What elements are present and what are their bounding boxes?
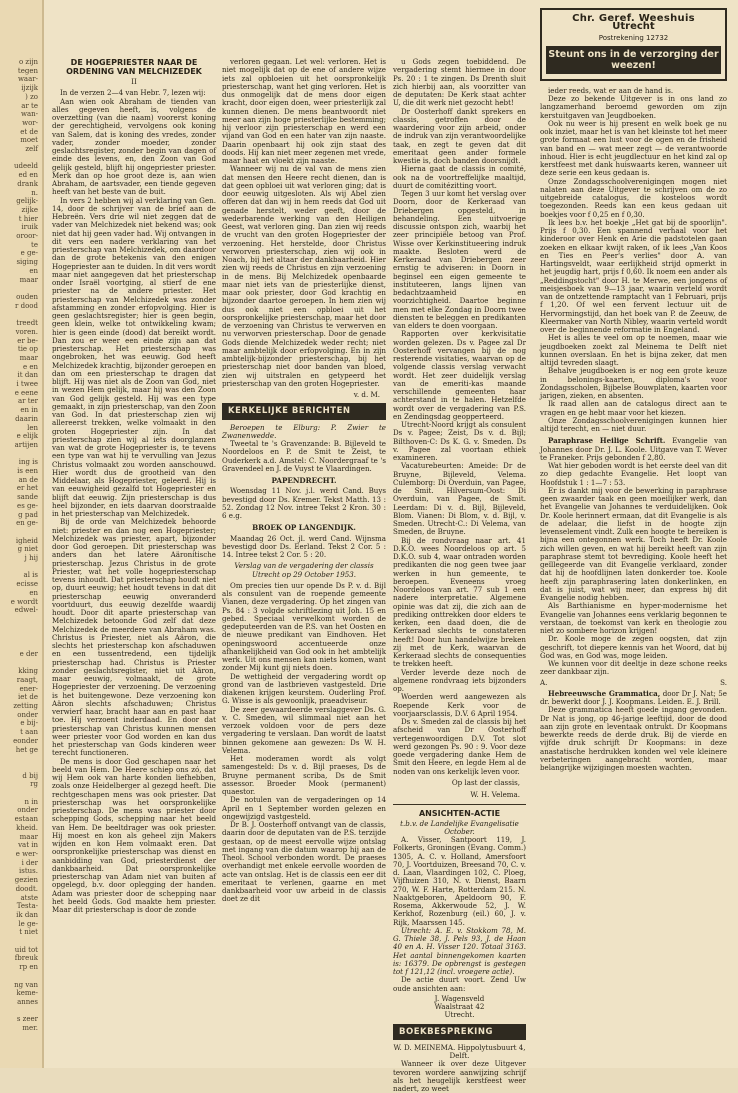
gutter-text-fragment: es ge- xyxy=(17,501,38,510)
gutter-text-fragment xyxy=(0,972,42,981)
article-paragraph: Aan wien ook Abraham de tienden van alles gegeven heeft, is, volgens de overzetting (van die naam) voorerst koning der gerechtigheid, vervolgens ook koning van Salem, dat is koning des vredes, zonder vader, zonder moeder, zonder geslachtsregister, zonder begin van dagen of einde des levens, en, den Zoon van God gelijk gesteld, blijft hij ongepriester priester. Merk dan op hoe groot deze is, aan wien Abraham, de aartsvader, een tiende gegeven heeft van het beste van de buit. xyxy=(52,96,216,197)
book-paragraph: Wanneer ik over deze Uitgever tevoren wordere aanwijzing schrijf als het heugelijk kerstfeest weer nadert, zo weet xyxy=(393,1059,526,1093)
report-paragraph: De zeer gewaardeerde verslaggever Ds. G. v. C. Smeden, wil slimmaal niet aan het verzoek voldoen voor de pers deze vergadering te verslaan. Dan wordt de laatst binnen gekomene aan gewezen: Ds W. H. Velema. xyxy=(222,704,386,755)
section-header-boekbespreking: BOEKBESPREKING xyxy=(393,1024,526,1040)
subhead-papendrecht: PAPENDRECHT. xyxy=(271,476,337,485)
gutter-text-fragment: zelf xyxy=(25,145,38,154)
actie-paragraph: De actie duurt voort. Zend Uw oude ansichten aan: xyxy=(393,975,526,993)
gutter-text-fragment: ouden xyxy=(16,292,38,301)
report-paragraph: Bij de rondvraag naar art. 41 D.K.O. wees Noordeloos op art. 5 D.K.O. sub 4, waar ontraden worden predikanten die nog geen twee jaar werken in hun gemeente, te beroepen. Eveneens vroeg Noordeloos van art. 77 sub 1 een nadere interpretatie. Algemene opinie was dat zij, die zich aan de prediking onttrekken door elders te kerken, een daad doen, die de Kerkeraad slechts te constateren heeft! Door hun handelwijze breken zij met de Kerk, waarvan de Kerkeraad slechts de consequenties te trekken heeft. xyxy=(393,535,526,669)
gutter-text-fragment: istus. xyxy=(19,867,38,876)
book-publisher: W. D. MEINEMA. Hippolytusbuurt 4, Delft. xyxy=(393,1042,526,1060)
article-title: DE HOGEPRIESTER NAAR DE ORDENING VAN MELCHIZEDEK xyxy=(66,58,202,76)
gutter-text-fragment xyxy=(0,615,42,624)
gutter-text-fragment: g niet xyxy=(17,545,38,554)
gutter-text-fragment: estaan xyxy=(14,815,38,824)
report-paragraph: Vacaturebeurten: Ameide: Dr de Bruyne, Bijleveld, Velema. Culemborg: Di Overduin, van Pagee, de Smit. Hilversum-Oost: Di Overduin, van Pagee, de Smit. Leerdam: Di v. d. Bijl, Bijleveld, Blom. Vianen: Di Blom, v. d. Bijl, v. Smeden. Utrecht-C.: Di Velema, van Smeden, de Bruyne. xyxy=(393,461,526,537)
gutter-text-fragment: ar te xyxy=(21,101,38,110)
actie-subtitle: t.b.v. de Landelijke Evangelisatie October. xyxy=(400,818,519,836)
gutter-text-fragment: daarin xyxy=(15,414,38,423)
book-paragraph: Onze Zondagsschoolverenigingen mogen niet nalaten aan deze Uitgever te schrijven om de zo uitgebreide catalogus, die kosteloos wordt toegezonden. Reeds kan een keus gedaan uit boekjes voor f 0,25 en f 0,30. xyxy=(540,176,727,219)
gutter-text-fragment: kheid. xyxy=(16,823,38,832)
gutter-text-fragment: wor- xyxy=(22,118,38,127)
gutter-text-fragment: t hier xyxy=(18,214,38,223)
gutter-text-fragment xyxy=(0,310,42,319)
gutter-text-fragment: siging xyxy=(16,258,38,267)
column-2 xyxy=(222,58,386,1058)
gutter-text-fragment: eonder xyxy=(13,736,38,745)
gutter-text-fragment: Testa- xyxy=(16,902,38,911)
left-page-edge xyxy=(0,0,44,1068)
news-item: Maandag 26 Oct. jl. werd Cand. Wijnsma bevestigd door Ds. Eerland. Tekst 2 Cor. 5 : 14. Intree tekst 2 Cor. 5 : 20. xyxy=(222,533,386,559)
gutter-text-fragment: gezien xyxy=(14,876,38,885)
column-3 xyxy=(393,57,526,1093)
gutter-text-fragment: et de xyxy=(20,127,38,136)
report-paragraph: Rapporten over kerkvisitatie worden gelezen. Ds v. Pagee zal Dr Oosterhoff vervangen bij de nog resterende visitaties, waarvan op de volgende classis verslag verwacht wordt. Het zeer duidelijk verslag van de emeriti-kas maande verschillende gemeenten haar achterstand in te halen. Hetzelfde wordt over de vergadering van P.S. en Zendingsdag geopperteerd. xyxy=(393,329,526,421)
gutter-text-fragment: ijzijk xyxy=(21,84,38,93)
gutter-text-fragment: en xyxy=(29,266,38,275)
gutter-text-fragment: drank xyxy=(17,179,38,188)
gutter-text-fragment: o zijn xyxy=(18,58,38,66)
gutter-text-fragment: sande xyxy=(17,493,38,502)
gutter-text-fragment: raagt, xyxy=(16,675,38,684)
gutter-text-fragment: d bij xyxy=(22,771,38,780)
gutter-text-fragment: en in xyxy=(20,406,38,415)
advertisement-weeshuis xyxy=(540,8,727,81)
report-paragraph: Het moderamen wordt als volgt samengesteld: Ds v. d. Bijl praeses, Ds de Bruyne permanent scriba, Ds de Smit assessor. Broeder Mook (permanent) quaestor. xyxy=(222,754,386,796)
book-info: Evangelie van Johannes door Dr. J. L. Koole. Uitgave van T. Wever te Franeker. Prijs gebonden f 2,80. xyxy=(540,436,727,462)
gutter-text-fragment: e wer- xyxy=(15,849,38,858)
book-info: door Dr J. Nat; 5e dr. bewerkt door J. J. Koopmans. Leiden. E. J. Brill. xyxy=(540,688,727,706)
gutter-text-fragment: maar xyxy=(19,832,38,841)
report-paragraph: Utrecht-Noord krijgt als consulent Ds v. Pagee; Zeist, Ds v. d. Bijl; Bilthoven-C: Ds K. G. v. Smeden. Ds v. Pagee zal voortaan ethiek examineren. xyxy=(393,420,526,462)
report-signature-place: Op last der classis, xyxy=(451,777,520,787)
gutter-text-fragment: vat in xyxy=(18,841,38,850)
gutter-text-fragment xyxy=(0,641,42,650)
address-name: J. Wagensveld xyxy=(434,993,485,1003)
gutter-text-fragment xyxy=(0,632,42,641)
gutter-text-fragment xyxy=(0,937,42,946)
gutter-text-fragment: s zeer xyxy=(16,1015,38,1024)
gutter-text-fragment xyxy=(0,789,42,798)
address-street: Waalstraat 42 xyxy=(434,1002,485,1011)
gutter-text-fragment: moet xyxy=(20,136,38,145)
gutter-text-fragment: t niet xyxy=(19,928,38,937)
gutter-text-fragment: zijke xyxy=(21,205,38,214)
gutter-text-fragment xyxy=(0,528,42,537)
review-signature xyxy=(540,679,727,687)
book-title-grammatica: Hebreeuwsche Grammatica, xyxy=(548,688,661,698)
subhead-verslag: Verslag van de vergadering der classis Utrecht op 29 October 1953. xyxy=(234,561,374,579)
signature-s: S. xyxy=(720,677,727,687)
gutter-text-fragment: edwel- xyxy=(14,606,38,615)
column-4-body xyxy=(536,87,731,773)
gutter-text-fragment: ecisse xyxy=(16,580,38,589)
report-paragraph: Hierna gaat de classis in comité, ook na de voortreffelijke maaltijd, duurt de comitézitting voort. xyxy=(393,164,526,190)
gutter-text-fragment: te xyxy=(31,240,38,249)
gutter-text-fragment xyxy=(0,154,42,163)
article-paragraph: In vers 2 hebben wij al verklaring van Gen. 14, door de schrijver van de brief aan de Hebreën. Vers drie wil niet zeggen dat de vader van Melchizedek niet bekend was; ook niet dat hij geen vader had. Wij ontvangen in dit vers een nadere verklaring van het priesterschap van Melchizedek, om daardoor dan de grote betekenis van den enigen Hogepriester aan te duiden. In dit vers wordt maar niet aangegeven dat het priesterschap onder Israël voortging, al stierf de ene priester na de andere priester. Het priesterschap van Melchizedek was zonder afstamming en zonder erfopvolging. Hier is geen geslachtsregister; hier is geen begin, geen klein, welke tot ontwikkeling kwam; hier is geen einde (dood) dat bereikt wordt. Dan zou er weer een einde zijn aan dat priesterschap. Het priesterschap was ongebroken, het was eeuwig. God heeft Melchizedek krachtig, bijzonder geroepen en dan om een priesterschap te dragen dat blijft. Hij was niet als de Zoon van God, niet in wezen Hem gelijk, maar hij was den Zoon van God gelijk gesteld. Hij was een type gemaakt, in zijn priesterschap, van den Zoon van God. In dat priesterschap zien wij allereerst trekken, welke volmaakt in den groten Hogepriester zijn. In dat priesterschap zien wij al iets doorglanzen van wat de grote Hogepriester is, te tevens een type van wat hij te vervulling van Jezus Christus volmaakt zou worden aanschouwd. Hier wordt dus de grootheid van den Middelaar, als Hogepriester, geleerd. Hij is van eeuwigheid gezalfd tot Hogepriester en blijft dat eeuwig. Zijn priesterschap is dus heel bijzonder, en iets daarvan doorstraalde in het priesterschap van Melchizedek. xyxy=(52,195,216,518)
divider xyxy=(393,804,526,805)
gutter-text-fragment: oroor- xyxy=(16,232,38,241)
gutter-text-fragment: wan- xyxy=(20,110,38,119)
news-item: Tweetal te 's Gravenzande: B. Bijleveld te Noordeloos en P. de Smit te Zeist, te Ouderkerk a.d. Amstel: C. Noordergraaf te 's Gravendeel en J. de Vuyst te Vlaardingen. xyxy=(222,439,386,473)
book-paragraph: Ik raad allen aan de catalogus direct aan te vragen en ge hebt maar voor het kiezen. xyxy=(540,399,727,417)
gutter-text-fragment: le ge- xyxy=(18,919,38,928)
gutter-text-fragment: igheid xyxy=(15,536,38,545)
report-paragraph: Dr Oosterhoff dankt sprekers en classis, getroffen door de waardering voor zijn arbeid, onder de indruk van zijn verantwoordelijke taak, en zegt te geven dat dit emeritaat geen ander formele kwestie is, doch banden doorsnijdt. xyxy=(393,106,526,165)
gutter-text-fragment: er be- xyxy=(17,336,38,345)
review-paragraph: Wat hier geboden wordt is het eerste deel van dit zo diep gedachte Evangelie. Het loopt van Hoofdstuk 1 : 1—7 : 53. xyxy=(540,461,727,487)
gutter-text-fragment xyxy=(0,1007,42,1016)
gutter-text-fragment: e wordt xyxy=(10,597,38,606)
article-paragraph: Bij de orde van Melchizedek behoorde niet: priester en dan nog een Hogepriester; Melchizedek was priester, apart, bijzonder door God geroepen. Dit priesterschap was anders dan het latere Aäronitische priesterschap. Jezus Christus in de grote Priester, wat het volle hogepriesterschap tevens inhoudt. Dat priesterschap houdt niet op, duurt eeuwig; het houdt tevens in dat dit priesterschap eeuwig onveranderd voortduurt, dus eeuwig dezelfde waardij houdt. Door dit aparte priesterschap van Melchizedek betoonde God zelf dat deze Melchizedek de meerdere van Abraham was. Christus is Priester, niet als Aäron, die slechts het priesterschap kon afschaduwen en een tussentredend, een tijdelijk priesterschap had. Christus is Priester zonder geslachtsregister, niet uit Aäron, maar eeuwig, volmaakt, de grote Hogepriester der verzoening. De verzoening is het buitengewone. Deze verzoening kon Aäron slechts afschaduwen; Christus verwierf haar, bracht haar aan en past haar toe. Hij verzoent inderdaad. En door dat priesterschap van Christus kunnen mensen weer priester voor God worden en kan dus het priesterschap van Gods kinderen weer terecht functioneren. xyxy=(52,517,216,758)
gutter-text-fragment: artijen xyxy=(14,440,38,449)
news-item: Beroepen te Elburg: P. Zwier te Zwanenwedde. xyxy=(222,422,386,440)
gutter-text-fragment: len xyxy=(27,423,38,432)
report-paragraph: Ds v. Smeden zal de classis bij het afscheid van Dr Oosterhoff vertegenwoordigen D.V. Tot slot werd gezongen Ps. 90 : 9. Voor deze goede vergadering danke Hem de Smit den Heere, en legde Hem al de noden van ons kerkelijk leven voor. xyxy=(393,717,526,776)
gutter-text-fragment: i der xyxy=(21,858,38,867)
book-paragraph: Deze zo bekende Uitgever is in ons land zo langzamerhand beroemd geworden om zijn kerstuitgaven van Jeugdboeken. xyxy=(540,94,727,120)
book-title-paraphrase: Paraphrase Heilige Schrift. xyxy=(548,436,666,446)
article-paragraph: Wanneer wij nu de val van de mens zien dat mensen den Heere recht dienen, dan is dat geen opbloei uit wat verloren ging; dat is door eeuwig uitgesloten. Als wij Abel zien offeren dat dan wij in hem reeds dat God uit genade herstelt, weder geeft, door de wederbarende werking van den Heiligen Geest, wat verloren ging. Dan zien wij reeds de vrucht van den groten Hogepriester der verzoening. Het herstelde, door Christus verworven priesterschap, zien wij ook in Noach, bij het altaar der dankbaarheid. Hier zien wij reeds de Christus en zijn verzoening in de mens. Bij Melchizedek openbaarde maar niet iets van de priesterlijke dienst, maar ook priester, door God krachtig en bijzonder daartoe geroepen. In hem zien wij dus ook niet een opbloei uit het oorspronkelijke priesterschap, maar het door de verzoening van Christus te verwerven en nu verworven priesterschap. Door de genade Gods diende Melchizedek weder recht; niet maar ambtelijk door erfopvolging. En in zijn ambtelijk-bijzonder priesterschap, bij het priesterschap niet door banden van bloed, zien wij uitstralen en getypeerd het priesterschap van den groten Hogepriester. xyxy=(222,164,386,388)
gutter-text-fragment: is een xyxy=(17,467,38,476)
gutter-text-fragment: e elijk xyxy=(16,432,38,441)
subhead-broek: BROEK OP LANGENDIJK. xyxy=(252,523,356,533)
gutter-text-fragment: e ge- xyxy=(20,249,38,258)
gutter-text-fragment: maar xyxy=(19,353,38,362)
gutter-text-fragment: ik dan xyxy=(16,910,38,919)
gutter-text-fragment: mer. xyxy=(22,1024,38,1033)
gutter-text-fragment: gelijk- xyxy=(16,197,38,206)
gutter-text-fragment: er het xyxy=(16,484,38,493)
gutter-text-fragment: doodt. xyxy=(15,884,38,893)
actie-paragraph: Utrecht: A. E. v. Stokkom 78, M. G. Thiele 38, J. Pels 93, J. de Haan 40 en A. H. Visser 120. Totaal 3163. Het aantal binnengekomen kaarten is: 16379. De opbrengst is gestegen tot f 121,12 (incl. vroegere actie). xyxy=(393,925,526,976)
gutter-text-fragment: ng van xyxy=(14,980,38,989)
gutter-text-fragment: e eene xyxy=(14,388,38,397)
column-4 xyxy=(536,0,731,1000)
book-paragraph: Behalve jeugdboeken is er nog een grote keuze in belonings-kaarten, diploma's voor Zondagsscholen, Bijbelse Bouwplaten, kaarten voor jarigen, zieken, en absenten. xyxy=(540,366,727,400)
address-city: Utrecht. xyxy=(444,1010,475,1020)
article-paragraph: verloren gegaan. Let wel: verloren. Het is niet mogelijk dat op de ene of andere wijze iets zal opbloeien uit het oorspronkelijk priesterschap, want het ging verloren. Het is dus onmogelijk dat de mens door eigen kracht, door eigen doen, weer priesterlijk zal kunnen dienen. De mens beantwoordt niet meer aan zijn hoge priesterlijke bestemming; hij verloor zijn priesterschap en werd een vijand van God en een hater van zijn naaste. Daarin openbaart hij ook zijn staat des doods. Hij kan niet meer zegenen met vrede, maar haat en vloekt zijn naaste. xyxy=(222,57,386,165)
news-item: Woensdag 11 Nov. j.l. werd Cand. Buys bevestigd door Ds. Kremer. Tekst Matth. 13 : 52. Zondag 12 Nov. intree Tekst 2 Kron. 30 : 6 e.g. xyxy=(222,486,386,520)
book-paragraph: Ook nu weer is hij present en welk boek ge nu ook inziet, maar het is van het kleinste tot het meer grote formaat een lust voor de ogen en de frisheid van band en — wat meer zegt — de verantwoorde inhoud. Hier is echt jeugdlectuur en het kind zal op kerstfeest met dank huiswaarts keren, wanneer uit deze serie een keus gedaan is. xyxy=(540,118,727,178)
article-signature: v. d. M. xyxy=(353,390,380,399)
gutter-text-fragment: onder xyxy=(17,806,38,815)
gutter-text-fragment: it dan xyxy=(17,371,38,380)
report-paragraph: De wettigheid der vergadering wordt op grond van de lastbrieven vastgesteld. Drie diakenen krijgen keurstem. Ouderling Prof. G. Wisse is als gewoonlijk, praeadviseur. xyxy=(222,671,386,706)
gutter-text-fragment xyxy=(0,284,42,293)
ad-banner: Steunt ons in de verzorging der weezen! xyxy=(546,46,721,74)
report-paragraph: u Gods zegen toebiddend. De vergadering stemt hiermee in door Ps. 20 : 1 te zingen. Ds Drenth sluit zich hierbij aan, als voorzitter van de deputaten: De Kerk staat achter U, die dit werk niet gezocht hebt! xyxy=(393,57,526,108)
gutter-text-fragment xyxy=(0,763,42,772)
article-part-number: II xyxy=(131,78,137,86)
gutter-text-fragment: ener- xyxy=(19,684,38,693)
book-paragraph: Ik lees b.v. het boekje „Het gat bij de spoorlijn". Prijs f 0,30. Een spannend verhaal voor het kinderoor over Henk en Arie die padstotelen gaan zoeken en elkaar kwijt raken, of ik lees „Van Koos en Ties en Peer's verlies" door A. van Hartingsveldt, waar eerlijkheid strijd opmerkt in het jeugdig hart, prijs f 0,60. Ik noem een ander als „Reddingstocht" door H. te Merwe, een jongens of meisjesboek van 9—13 jaar, waarin verteld wordt van de ontzettende ramptacht van 1 Februari, prijs f 1,20. Of wel een fervent lectuur uit de Hervormingstijd, dan het boek van P. de Zeeuw, de Kleermaker van North Nibley, waarin verteld wordt over de beginnende reformatie in Engeland. xyxy=(540,217,727,334)
gutter-text-fragment: e der xyxy=(19,649,38,658)
gutter-text-fragment xyxy=(0,754,42,763)
gutter-text-fragment: j hij xyxy=(24,554,38,563)
book-paragraph: Het is alles te veel om op te noemen, maar wie jeugdboeken zoekt zal Meinema te Delft niet kunnen overslaan. En het is bijna zeker, dat men altijd tevreden slaagt. xyxy=(540,333,727,367)
actie-paragraph: A. Visser, Santpoort 119, J. Folkerts, Groningen (Evang. Comm.) 1305, A. C. v. Holland, Amersfoort 70, J. Voortduizen, Breesand 70, C. v. d. Laan, Vlaardingen 102, C. Ploeg, Vijfhuizen 310, N. v. Dienst, Baarn 270, W. F. Harte, Rotterdam 215. N. Naaktgeboren, Apeldoorn 90, F. Rosema, Akkerwoude 52, J. W. Kerkhof, Rozenburg (eil.) 60, J. v. Rijk, Maarssen 145. xyxy=(393,835,526,927)
ad-title: Chr. Geref. Weeshuis xyxy=(572,13,695,24)
gutter-text-fragment: e en xyxy=(22,362,38,371)
report-paragraph: Woerden werd aangewezen als Roepende Kerk voor de voorjaarsclassis, D.V. 6 April 1954. xyxy=(393,692,526,718)
gutter-text-fragment: n. xyxy=(31,188,38,197)
gutter-text-fragment: al is xyxy=(23,571,38,580)
gutter-text-fragment: i twee xyxy=(16,380,38,389)
report-paragraph: Om precies tien uur opende Ds P. v. d. Bijl als consulent van de roepende gemeente Vianen, deze vergadering. Op het zingen van Ps. 84 : 3 volgde schriftlezing uit Joh. 15 en gebed. Speciaal verwelkomt worden de gedeputeerden van de P.S. van het Oosten en de nieuwe predikant van Eindhoven. Het openingswoord accentueerde onze afhankelijkheid van God ook in het ambtelijk werk. Uit ons mensen kan niets komen, want zonder Mij kunt gij niets doen. xyxy=(222,580,386,673)
review-paragraph: We kunnen voor dit deeltje in deze schone reeks zeer dankbaar zijn. xyxy=(540,659,727,677)
report-paragraph: Tegen 3 uur komt het verslag over Doorn, door de Kerkeraad van Driebergen opgesteld, in behandeling. Een uitvoerige discussie ontspon zich, waarbij het zeer principiële betoog van Prof. Wisse over Kerkinstitueering indruk maakte. Besloten werd de Kerkeraad van Driebergen zeer ernstig te adviseren: in Doorn in beginsel een eigen gemeente te instituteeren, langs lijnen van bedachtzaamheid en voorzichtigheid. Daartoe beginne men met elke Zondag in Doorn twee diensten te beleggen en predikanten van elders te doen voorgaan. xyxy=(393,189,526,330)
gutter-text-fragment xyxy=(0,624,42,633)
signature-a: A. xyxy=(540,677,548,687)
gutter-text-fragment: g pad xyxy=(18,510,38,519)
gutter-text-fragment: annes xyxy=(17,997,38,1006)
gutter-text-fragment: iruik xyxy=(21,223,38,232)
report-paragraph: Verder leverde deze noch de algemene rondvraag iets bijzonders op. xyxy=(393,667,526,693)
ad-city: Utrecht xyxy=(612,21,655,33)
gutter-text-fragment: e bij- xyxy=(20,719,38,728)
gutter-text-fragment: iet de xyxy=(17,693,38,702)
gutter-text-fragment xyxy=(0,659,42,668)
gutter-text-fragment xyxy=(0,450,42,459)
section-header-kerkelijke-berichten: KERKELIJKE BERICHTEN xyxy=(222,403,386,419)
gutter-text-fragment: ed en xyxy=(18,171,38,180)
gutter-text-fragment: zetting xyxy=(13,702,38,711)
column-1 xyxy=(52,58,216,1058)
gutter-text-fragment: t aan xyxy=(20,728,38,737)
gutter-text-fragment: maar xyxy=(19,275,38,284)
gutter-text-fragment: en ge- xyxy=(16,519,38,528)
gutter-text-fragment: en xyxy=(29,588,38,597)
gutter-text-fragment: het ge xyxy=(15,745,38,754)
gutter-text-fragment: n in xyxy=(24,797,38,806)
gutter-text-fragment: an de xyxy=(18,475,38,484)
gutter-text-fragment: r dood xyxy=(15,301,38,310)
review-paragraph: Dr. Koole moge de zegen oogsten, dat zijn geschrift, tot diepere kennis van het Woord, dat bij God was, en God was, moge leiden. xyxy=(540,634,727,660)
gutter-text-fragment: tie op xyxy=(17,345,38,354)
section-header-ansichten-actie: ANSICHTEN-ACTIE xyxy=(418,809,501,819)
article-paragraph: De mens is door God geschapen naar het beeld van Hem. De Heere schiep ons zó, dat wij Hem ook van harte konden liefhebben, zoals onze Heidelberger al gezegd heeft. Die rechtgeschapen mens was ook priester. Dat priesterschap was het oorspronkelijke priesterschap. De mens was priester door schepping Gods, schepping naar het beeld van Hem. De beeltdrager was ook priester. Hij moest en kon als geheel zijn Makers wijden en kon Hem volmaakt eren. Dat oorspronkelijke priesterschap was dienst en aanbidding van God, priesterdienst der dankbaarheid. Dat oorspronkelijke priesterschap van Adam niet van buiten af opgelegd, b.v. door oplegging der handen. Adam was priester door de schepping naar het beeld Gods. God maakte hem priester. Maar dit priesterschap is door de zonde xyxy=(52,756,216,914)
gutter-text-fragment: keme- xyxy=(16,989,38,998)
gutter-text-fragment: waar- xyxy=(17,75,38,84)
gutter-text-fragment: onder xyxy=(17,710,38,719)
book-paragraph: ieder reeds, wat er aan de hand is. xyxy=(548,85,674,95)
review-paragraph: Er is dankt mij voor de bewerking in paraphrase geen zwaarder taak en geen moeilijker werk, dan het Evangelie van Johannes te verduidelijken. Ook Dr. Koole herinnert ermaan, dat dit Evangelie is als de adelaar, die liefst in de hoogte zijn levenselement vindt. Zulk een hoogte te bereiken is bijna een ontegonnen werk. Toch heeft Dr. Koole zich willen geven, en wat hij bereikt heeft van zijn paraphrase stemt tot bevrediging. Koole heeft het geïllegeerde van dit Evangelie verklaard, zonder dat hij de hoofdlijnen laten donkerder toe. Koole heeft zijn paraphrasering laten donkerlinken, en dat is juist, wat wij meer, dan express bij dit Evangelie nodig hebben. xyxy=(540,485,727,602)
gutter-text-fragment: fbreuk xyxy=(14,954,38,963)
review-paragraph: Als Barthianisme en hyper-modernisme het Evangelie van Johannes eens verklarig begonnen te verstaan, de toekomst van kerk en theologie zou niet zo sombere horizon krijgen! xyxy=(540,601,727,635)
gutter-text-fragment: kking xyxy=(18,667,38,676)
gutter-text-fragment: ar ter xyxy=(17,397,38,406)
article-lead: In de verzen 2—4 van Hebr. 7, lezen wij: xyxy=(60,88,206,98)
gutter-text-fragment xyxy=(0,563,42,572)
gutter-text-fragment: tegen xyxy=(17,66,38,75)
gutter-text-fragment: treedt xyxy=(16,319,38,328)
gutter-text-fragment: udeeld xyxy=(14,162,38,171)
gutter-text-fragment: rp en xyxy=(19,963,38,972)
gutter-text-fragment: ) zo xyxy=(25,92,38,101)
gutter-text-fragment: voren. xyxy=(15,327,38,336)
ad-postrekening: Postrekening 12732 xyxy=(598,33,669,42)
gutter-text-fragment: atste xyxy=(20,893,38,902)
gutter-text-fragment: uid tot xyxy=(14,945,38,954)
gutter-text-fragment: ing is xyxy=(18,458,38,467)
report-paragraph: De notulen van de vergaderingen op 14 April en 1 September worden gelezen en ongewijzigd vastgesteld. xyxy=(222,795,386,821)
book-paragraph: Onze Zondagsschoolverenigingen kunnen hier altijd terecht, en — niet duur. xyxy=(540,415,727,433)
gutter-text-fragment: rg xyxy=(30,780,38,789)
report-signature-name: W. H. Velema. xyxy=(470,790,520,799)
review-paragraph: Deze grammatica heeft goede ingang gevonden. Dr Nat is jong, op 46-jarige leeftijd, door de dood aan zijn grote en leventaak ontrukt. Dr Koopmans bewerkte reeds de derde druk. Bij de vierde en vijfde druk schrijft Dr Koopmans: in deze anastatische herdrukken konden wel vele kleinere verbeteringen aangebracht worden, maar belangrijke wijzigingen moesten wachten. xyxy=(540,705,727,772)
report-paragraph: Dr B. J. Oosterhoff ontvangt van de classis, daarin door de deputaten van de P.S. terzijde gestaan, op de meest eervolle wijze ontslag met ingang van die datum waarop hij aan de Theol. School verbonden wordt. De praeses overhandigt met enkele eervolle woorden de acte van ontslag. Het is de classis een eer dit emeritaat te verlenen, gaarne en met dankbaarheid voor uw arbeid in de classis doet ze dit xyxy=(222,820,386,904)
